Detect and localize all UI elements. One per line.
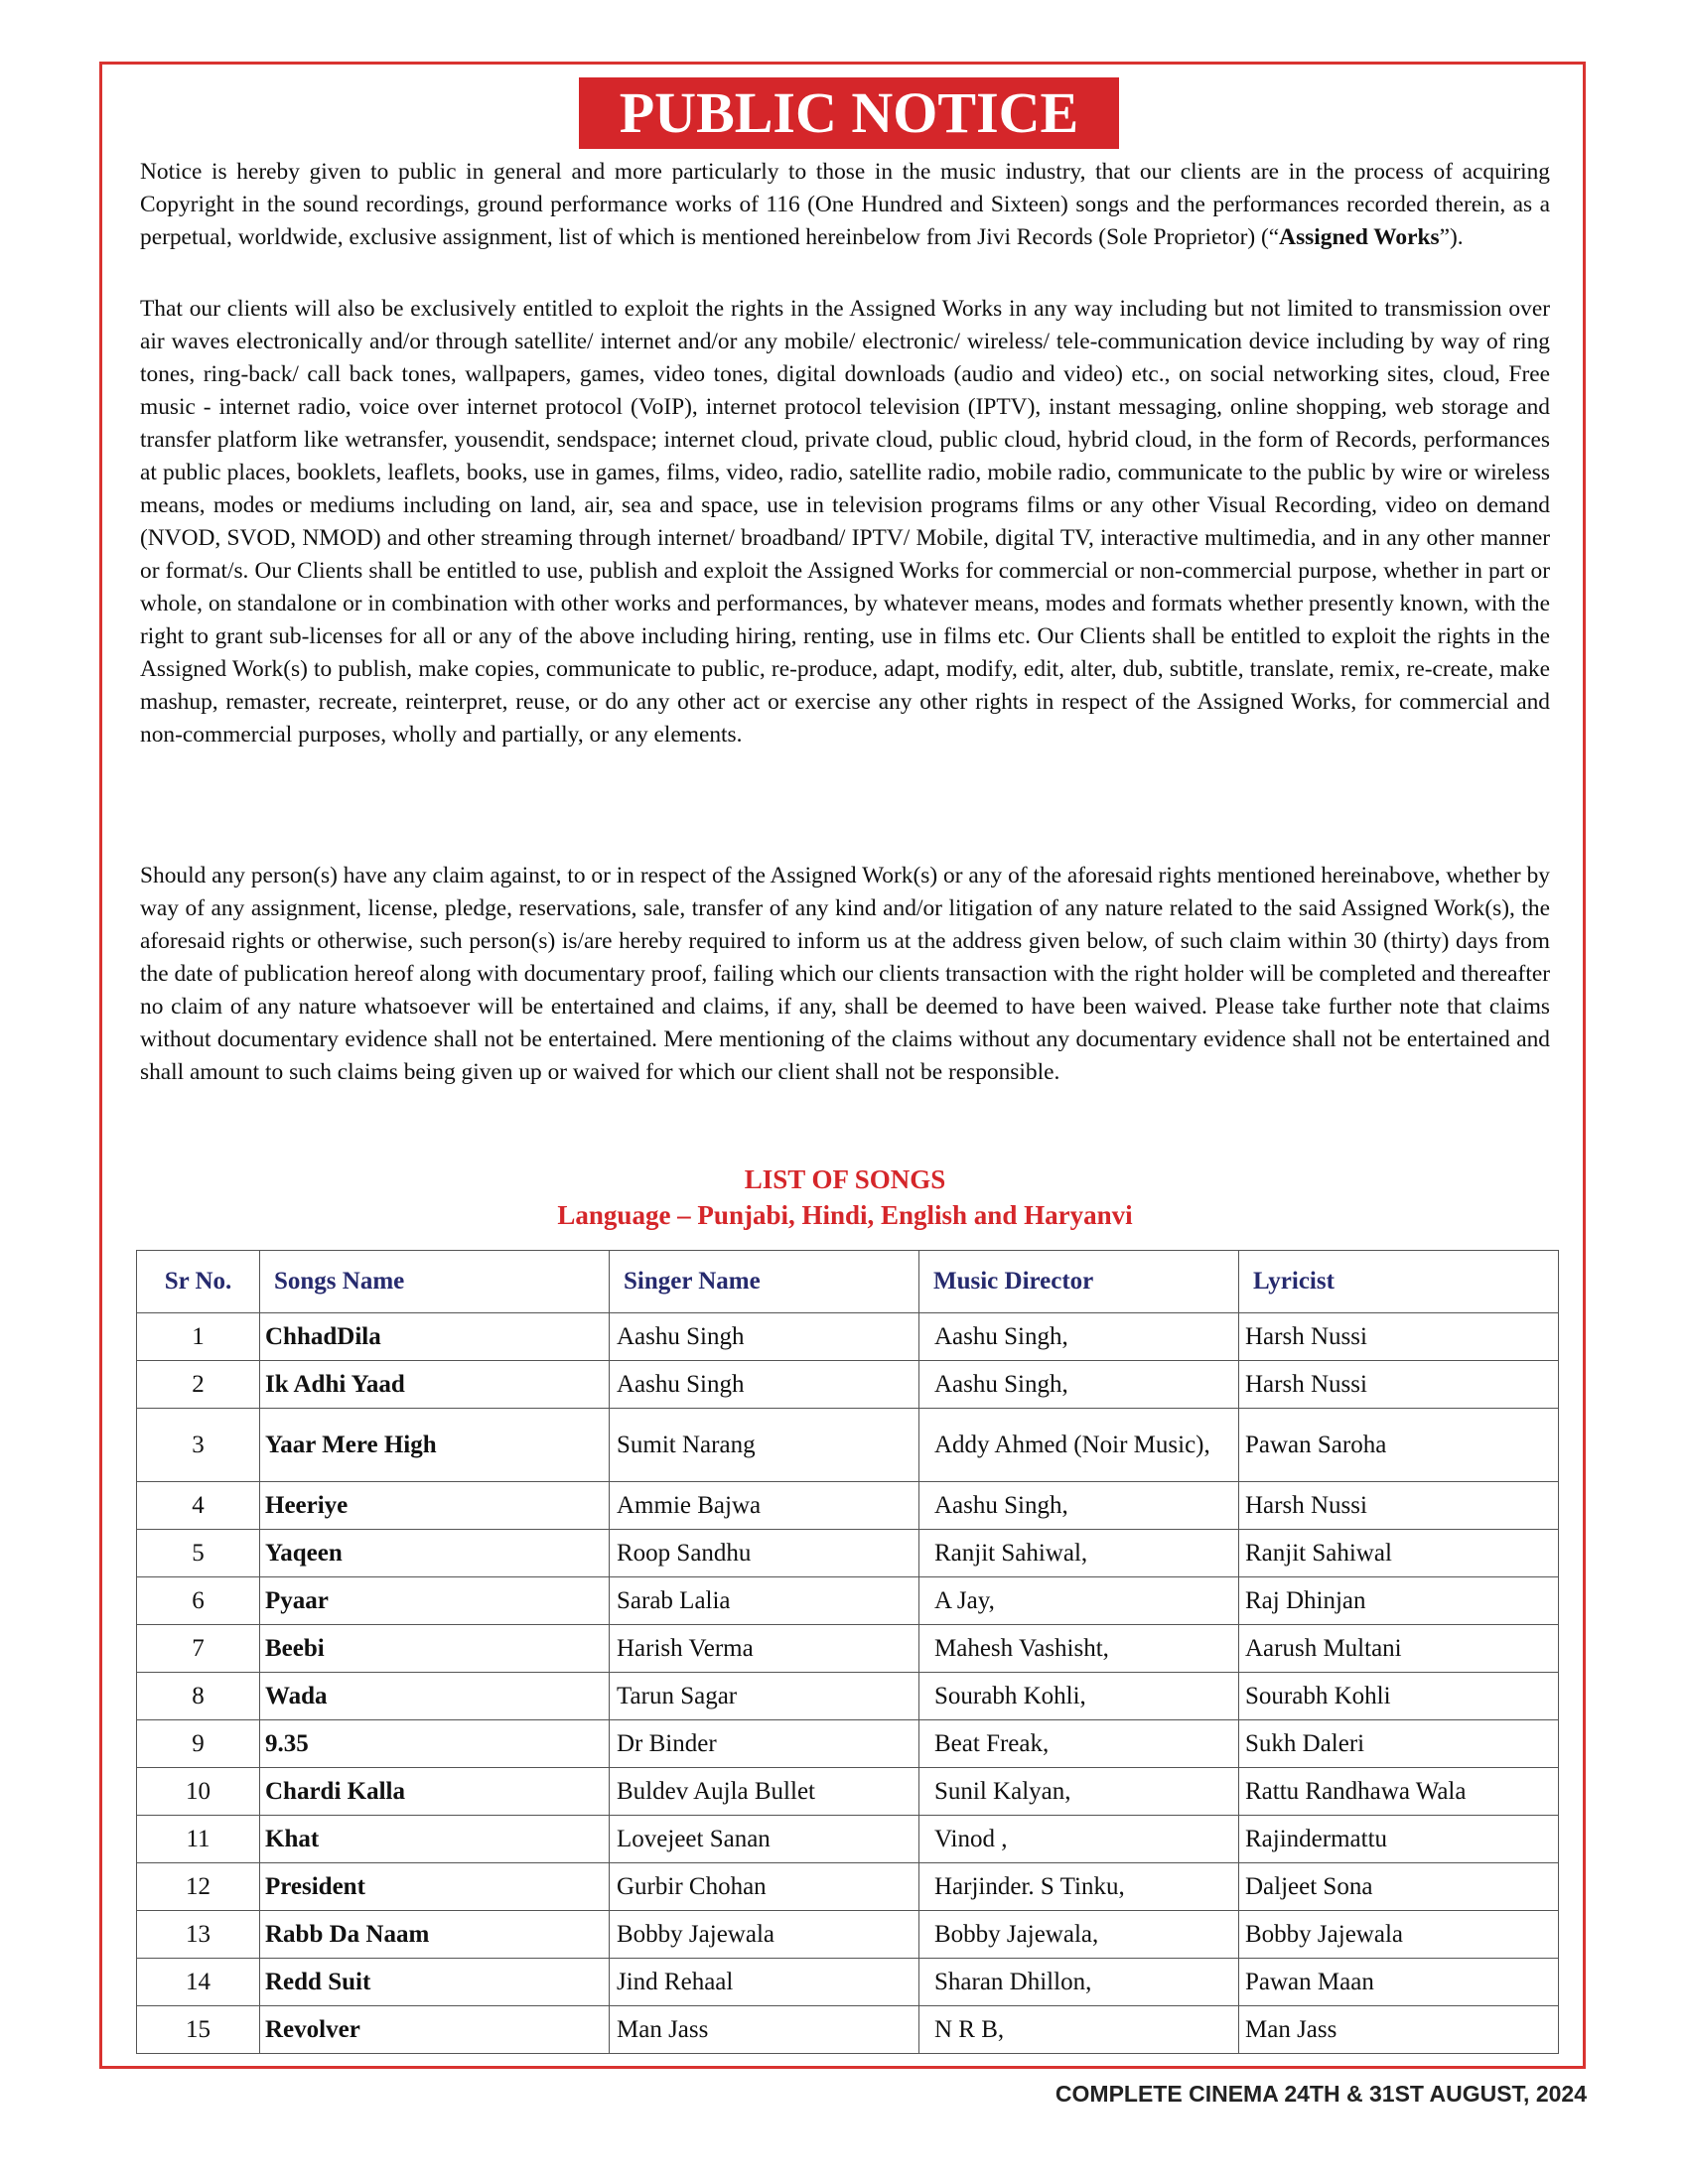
cell-lyricist: Raj Dhinjan (1239, 1577, 1559, 1625)
cell-lyricist: Sukh Daleri (1239, 1720, 1559, 1768)
table-row (137, 1625, 1559, 1673)
cell-sr-no: 4 (137, 1482, 260, 1530)
table-row (137, 1482, 1559, 1530)
cell-singer-name: Tarun Sagar (610, 1673, 919, 1720)
cell-music-director: Aashu Singh, (919, 1482, 1239, 1530)
notice-paragraph-3: Should any person(s) have any claim against, to or in respect of the Assigned Work(s) or any of the aforesaid rights mentioned hereinabove, whether by way of any assignment, license, pledge, reservations, sale, transfer of any kind and/or litigation of any nature related to the said Assigned Work(s), the aforesaid rights or otherwise, such person(s) is/are hereby required to inform us at the address given below, of such claim within 30 (thirty) days from the date of publication hereof along with documentary proof, failing which our clients transaction with the right holder will be completed and thereafter no claim of any nature whatsoever will be entertained and claims, if any, shall be deemed to have been waived. Please take further note that claims without documentary evidence shall not be entertained. Mere mentioning of the claims without any documentary evidence shall not be entertained and shall amount to such claims being given up or waived for which our client shall not be responsible. (140, 863, 1550, 1085)
cell-lyricist: Man Jass (1239, 2006, 1559, 2054)
table-row (137, 1959, 1559, 2006)
cell-song-name: Pyaar (260, 1577, 610, 1625)
cell-singer-name: Gurbir Chohan (610, 1863, 919, 1911)
cell-music-director: Sourabh Kohli, (919, 1673, 1239, 1720)
cell-song-name: Ik Adhi Yaad (260, 1361, 610, 1409)
table-row (137, 2006, 1559, 2054)
cell-song-name: Beebi (260, 1625, 610, 1673)
cell-sr-no: 2 (137, 1361, 260, 1409)
cell-song-name: Redd Suit (260, 1959, 610, 2006)
cell-song-name: Wada (260, 1673, 610, 1720)
cell-sr-no: 14 (137, 1959, 260, 2006)
cell-lyricist: Harsh Nussi (1239, 1313, 1559, 1361)
table-row (137, 1577, 1559, 1625)
header-songs-name: Songs Name (260, 1251, 610, 1313)
cell-sr-no: 15 (137, 2006, 260, 2054)
cell-singer-name: Buldev Aujla Bullet (610, 1768, 919, 1816)
publication-footer: COMPLETE CINEMA 24TH & 31ST AUGUST, 2024 (1055, 2081, 1587, 2107)
cell-music-director: Ranjit Sahiwal, (919, 1530, 1239, 1577)
cell-music-director: Sharan Dhillon, (919, 1959, 1239, 2006)
cell-singer-name: Ammie Bajwa (610, 1482, 919, 1530)
assigned-works-term: Assigned Works (1279, 224, 1440, 250)
cell-sr-no: 9 (137, 1720, 260, 1768)
table-row (137, 1530, 1559, 1577)
cell-singer-name: Man Jass (610, 2006, 919, 2054)
cell-lyricist: Pawan Saroha (1239, 1409, 1559, 1482)
table-row (137, 1863, 1559, 1911)
cell-lyricist: Ranjit Sahiwal (1239, 1530, 1559, 1577)
cell-music-director: Sunil Kalyan, (919, 1768, 1239, 1816)
songs-table (136, 1250, 1559, 2054)
cell-singer-name: Roop Sandhu (610, 1530, 919, 1577)
cell-singer-name: Aashu Singh (610, 1313, 919, 1361)
cell-sr-no: 3 (137, 1409, 260, 1482)
table-row (137, 1361, 1559, 1409)
table-row (137, 1673, 1559, 1720)
cell-lyricist: Aarush Multani (1239, 1625, 1559, 1673)
cell-lyricist: Harsh Nussi (1239, 1361, 1559, 1409)
cell-song-name: Khat (260, 1816, 610, 1863)
cell-singer-name: Jind Rehaal (610, 1959, 919, 2006)
table-header-row (137, 1251, 1559, 1313)
list-title: LIST OF SONGS (744, 1164, 946, 1194)
cell-lyricist: Bobby Jajewala (1239, 1911, 1559, 1959)
cell-singer-name: Harish Verma (610, 1625, 919, 1673)
header-music-director: Music Director (919, 1251, 1239, 1313)
cell-music-director: Vinod , (919, 1816, 1239, 1863)
cell-lyricist: Pawan Maan (1239, 1959, 1559, 2006)
notice-paragraph-2: That our clients will also be exclusively entitled to exploit the rights in the Assigned Works in any way including but not limited to transmission over air waves electronically and/or through satellite/ internet and/or any mobile/ electronic/ wireless/ tele-communication device including by way of ring tones, ring-back/ call back tones, wallpapers, games, video tones, digital downloads (audio and video) etc., on social networking sites, cloud, Free music - internet radio, voice over internet protocol (VoIP), internet protocol television (IPTV), instant messaging, online shopping, web storage and transfer platform like wetransfer, yousendit, sendspace; internet cloud, private cloud, public cloud, hybrid cloud, in the form of Records, performances at public places, booklets, leaflets, books, use in games, films, video, radio, satellite radio, mobile radio, communicate to the public by wire or wireless means, modes or mediums including on land, air, sea and space, use in television programs films or any other Visual Recording, video on demand (NVOD, SVOD, NMOD) and other streaming through internet/ broadband/ IPTV/ Mobile, digital TV, interactive multimedia, and in any other manner or format/s. Our Clients shall be entitled to use, publish and exploit the Assigned Works for commercial or non-commercial purpose, whether in part or whole, on standalone or in combination with other works and performances, by whatever means, modes and formats whether presently known, with the right to grant sub-licenses for all or any of the above including hiring, renting, use in films etc. Our Clients shall be entitled to exploit the rights in the Assigned Work(s) to publish, make copies, communicate to public, re-produce, adapt, modify, edit, alter, dub, subtitle, translate, remix, re-create, make mashup, remaster, recreate, reinterpret, reuse, or do any other act or exercise any other rights in respect of the Assigned Works, for commercial and non-commercial purposes, wholly and partially, or any elements. (140, 296, 1550, 748)
cell-song-name: Yaqeen (260, 1530, 610, 1577)
paragraph-1-end: ”). (1439, 224, 1464, 250)
cell-song-name: ChhadDila (260, 1313, 610, 1361)
table-row (137, 1911, 1559, 1959)
cell-lyricist: Daljeet Sona (1239, 1863, 1559, 1911)
cell-music-director: N R B, (919, 2006, 1239, 2054)
cell-song-name: President (260, 1863, 610, 1911)
cell-sr-no: 13 (137, 1911, 260, 1959)
cell-singer-name: Sumit Narang (610, 1409, 919, 1482)
cell-sr-no: 8 (137, 1673, 260, 1720)
cell-singer-name: Sarab Lalia (610, 1577, 919, 1625)
cell-lyricist: Rajindermattu (1239, 1816, 1559, 1863)
cell-song-name: Heeriye (260, 1482, 610, 1530)
cell-music-director: A Jay, (919, 1577, 1239, 1625)
notice-paragraph-1 (140, 156, 1550, 254)
cell-music-director: Aashu Singh, (919, 1313, 1239, 1361)
page-title: PUBLIC NOTICE (579, 77, 1119, 149)
table-row (137, 1816, 1559, 1863)
table-row (137, 1313, 1559, 1361)
header-lyricist: Lyricist (1239, 1251, 1559, 1313)
songs-table-body (137, 1313, 1559, 2054)
cell-sr-no: 11 (137, 1816, 260, 1863)
cell-music-director: Addy Ahmed (Noir Music), (919, 1409, 1239, 1482)
header-sr-no: Sr No. (137, 1251, 260, 1313)
cell-sr-no: 12 (137, 1863, 260, 1911)
cell-sr-no: 6 (137, 1577, 260, 1625)
cell-music-director: Harjinder. S Tinku, (919, 1863, 1239, 1911)
paragraph-1-text: Notice is hereby given to public in general and more particularly to those in the music industry, that our clients are in the process of acquiring Copyright in the sound recordings, ground performance works of 116 (One Hundred and Sixteen) songs and the performances recorded therein, as a perpetual, worldwide, exclusive assignment, list of which is mentioned hereinbelow from Jivi Records (Sole Proprietor) (“ (140, 159, 1550, 250)
cell-music-director: Aashu Singh, (919, 1361, 1239, 1409)
cell-song-name: Rabb Da Naam (260, 1911, 610, 1959)
table-row (137, 1768, 1559, 1816)
cell-lyricist: Rattu Randhawa Wala (1239, 1768, 1559, 1816)
cell-lyricist: Harsh Nussi (1239, 1482, 1559, 1530)
cell-music-director: Beat Freak, (919, 1720, 1239, 1768)
cell-lyricist: Sourabh Kohli (1239, 1673, 1559, 1720)
list-subtitle: Language – Punjabi, Hindi, English and Haryanvi (557, 1200, 1133, 1230)
cell-sr-no: 10 (137, 1768, 260, 1816)
cell-song-name: Yaar Mere High (260, 1409, 610, 1482)
cell-singer-name: Bobby Jajewala (610, 1911, 919, 1959)
table-row (137, 1720, 1559, 1768)
cell-song-name: 9.35 (260, 1720, 610, 1768)
cell-sr-no: 7 (137, 1625, 260, 1673)
cell-music-director: Mahesh Vashisht, (919, 1625, 1239, 1673)
cell-sr-no: 1 (137, 1313, 260, 1361)
cell-singer-name: Aashu Singh (610, 1361, 919, 1409)
cell-sr-no: 5 (137, 1530, 260, 1577)
cell-song-name: Revolver (260, 2006, 610, 2054)
cell-song-name: Chardi Kalla (260, 1768, 610, 1816)
header-singer-name: Singer Name (610, 1251, 919, 1313)
cell-singer-name: Lovejeet Sanan (610, 1816, 919, 1863)
table-row (137, 1409, 1559, 1482)
cell-music-director: Bobby Jajewala, (919, 1911, 1239, 1959)
cell-singer-name: Dr Binder (610, 1720, 919, 1768)
